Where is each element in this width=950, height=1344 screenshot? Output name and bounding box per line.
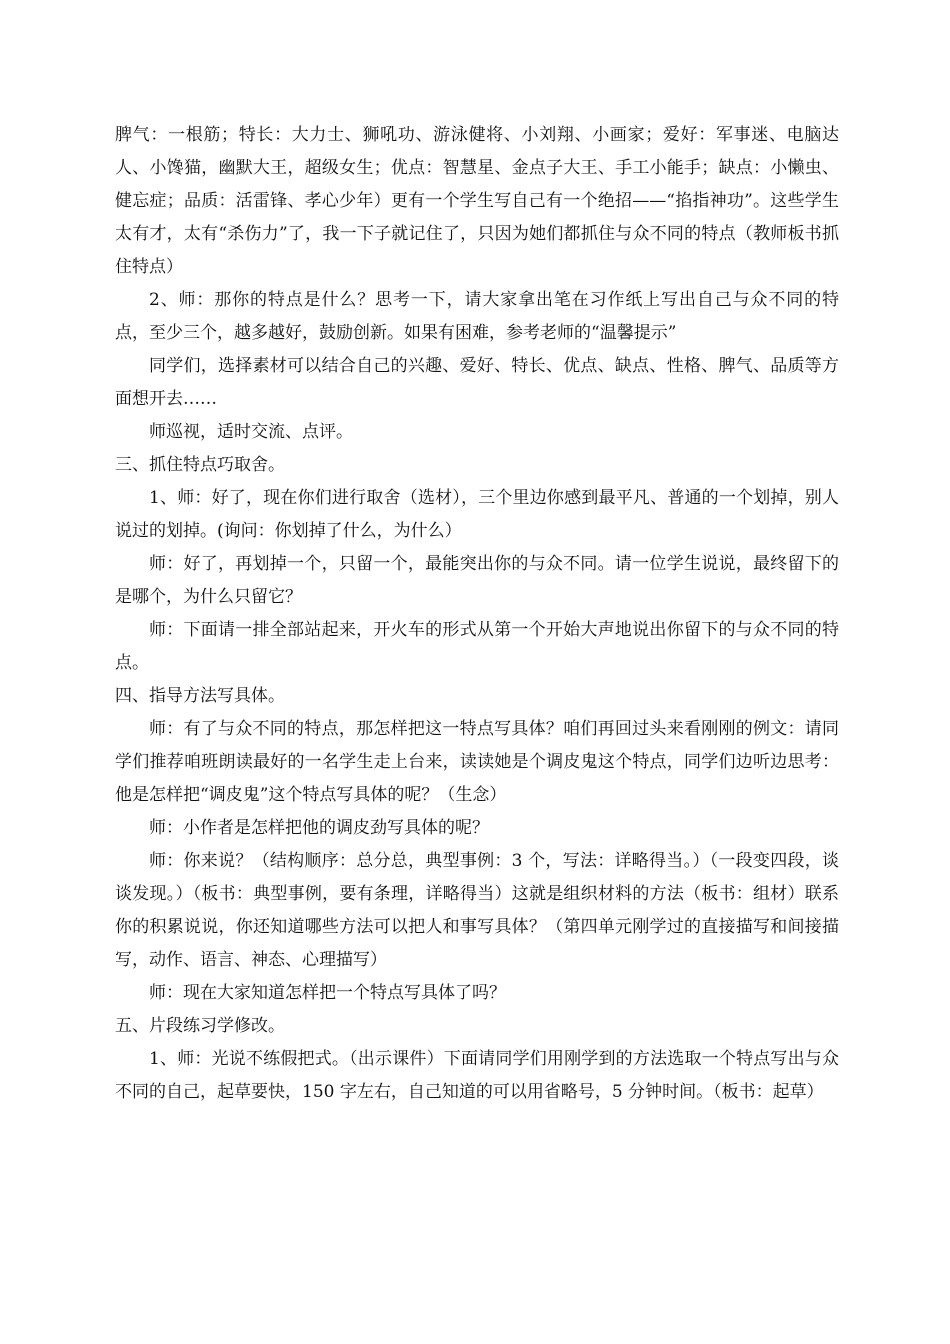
paragraph-continuation: 脾气：一根筋；特长：大力士、狮吼功、游泳健将、小刘翔、小画家；爱好：军事迷、电脑达人、小馋猫，幽默大王，超级女生；优点：智慧星、金点子大王、手工小能手；缺点：小懒虫、健忘症；品质：活雷锋、孝心少年）更有一个学生写自己有一个绝招——“掐指神功”。这些学生太有才，太有“杀伤力”了，我一下子就记住了，只因为她们都抓住与众不同的特点（教师板书抓住特点）	[115, 125, 839, 277]
paragraph-keep-one: 师：好了，再划掉一个，只留一个，最能突出你的与众不同。请一位学生说说，最终留下的是哪个，为什么只留它？	[115, 554, 839, 607]
paragraph-tips: 同学们，选择素材可以结合自己的兴趣、爱好、特长、优点、缺点、性格、脾气、品质等方面想开去……	[115, 356, 839, 409]
paragraph-practice: 1、师：光说不练假把式。（出示课件）下面请同学们用刚学到的方法选取一个特点写出与众不同的自己，起草要快，150 字左右，自己知道的可以用省略号，5 分钟时间。（板书：起草）	[115, 1049, 839, 1102]
section-heading-4: 四、指导方法写具体。	[115, 686, 285, 706]
paragraph-structure: 师：你来说？（结构顺序：总分总，典型事例：3 个，写法：详略得当。）（一段变四段，谈谈发现。）（板书：典型事例，要有条理，详略得当）这就是组织材料的方法（板书：组材）联系你的积累说说，你还知道哪些方法可以把人和事写具体？（第四单元刚学过的直接描写和间接描写，动作、语言、神态、心理描写）	[115, 851, 839, 970]
paragraph-patrol: 师巡视，适时交流、点评。	[149, 422, 353, 442]
paragraph-choose: 1、师：好了，现在你们进行取舍（选材），三个里边你感到最平凡、普通的一个划掉，别人说过的划掉。(询问：你划掉了什么，为什么）	[115, 488, 839, 541]
paragraph-example: 师：有了与众不同的特点，那怎样把这一特点写具体？咱们再回过头来看刚刚的例文：请同学们推荐咱班朗读最好的一名学生走上台来，读读她是个调皮鬼这个特点，同学们边听边思考：他是怎样把“调皮鬼”这个特点写具体的呢？（生念）	[115, 719, 839, 805]
paragraph-check: 师：现在大家知道怎样把一个特点写具体了吗？	[149, 983, 506, 1003]
paragraph-step-2: 2、师：那你的特点是什么？思考一下，请大家拿出笔在习作纸上写出自己与众不同的特点，至少三个，越多越好，鼓励创新。如果有困难，参考老师的“温馨提示”	[115, 290, 839, 343]
section-heading-3: 三、抓住特点巧取舍。	[115, 455, 285, 475]
paragraph-train: 师：下面请一排全部站起来，开火车的形式从第一个开始大声地说出你留下的与众不同的特点。	[115, 620, 839, 673]
section-heading-5: 五、片段练习学修改。	[115, 1016, 285, 1036]
document-body	[115, 119, 839, 1109]
paragraph-question: 师：小作者是怎样把他的调皮劲写具体的呢？	[149, 818, 489, 838]
